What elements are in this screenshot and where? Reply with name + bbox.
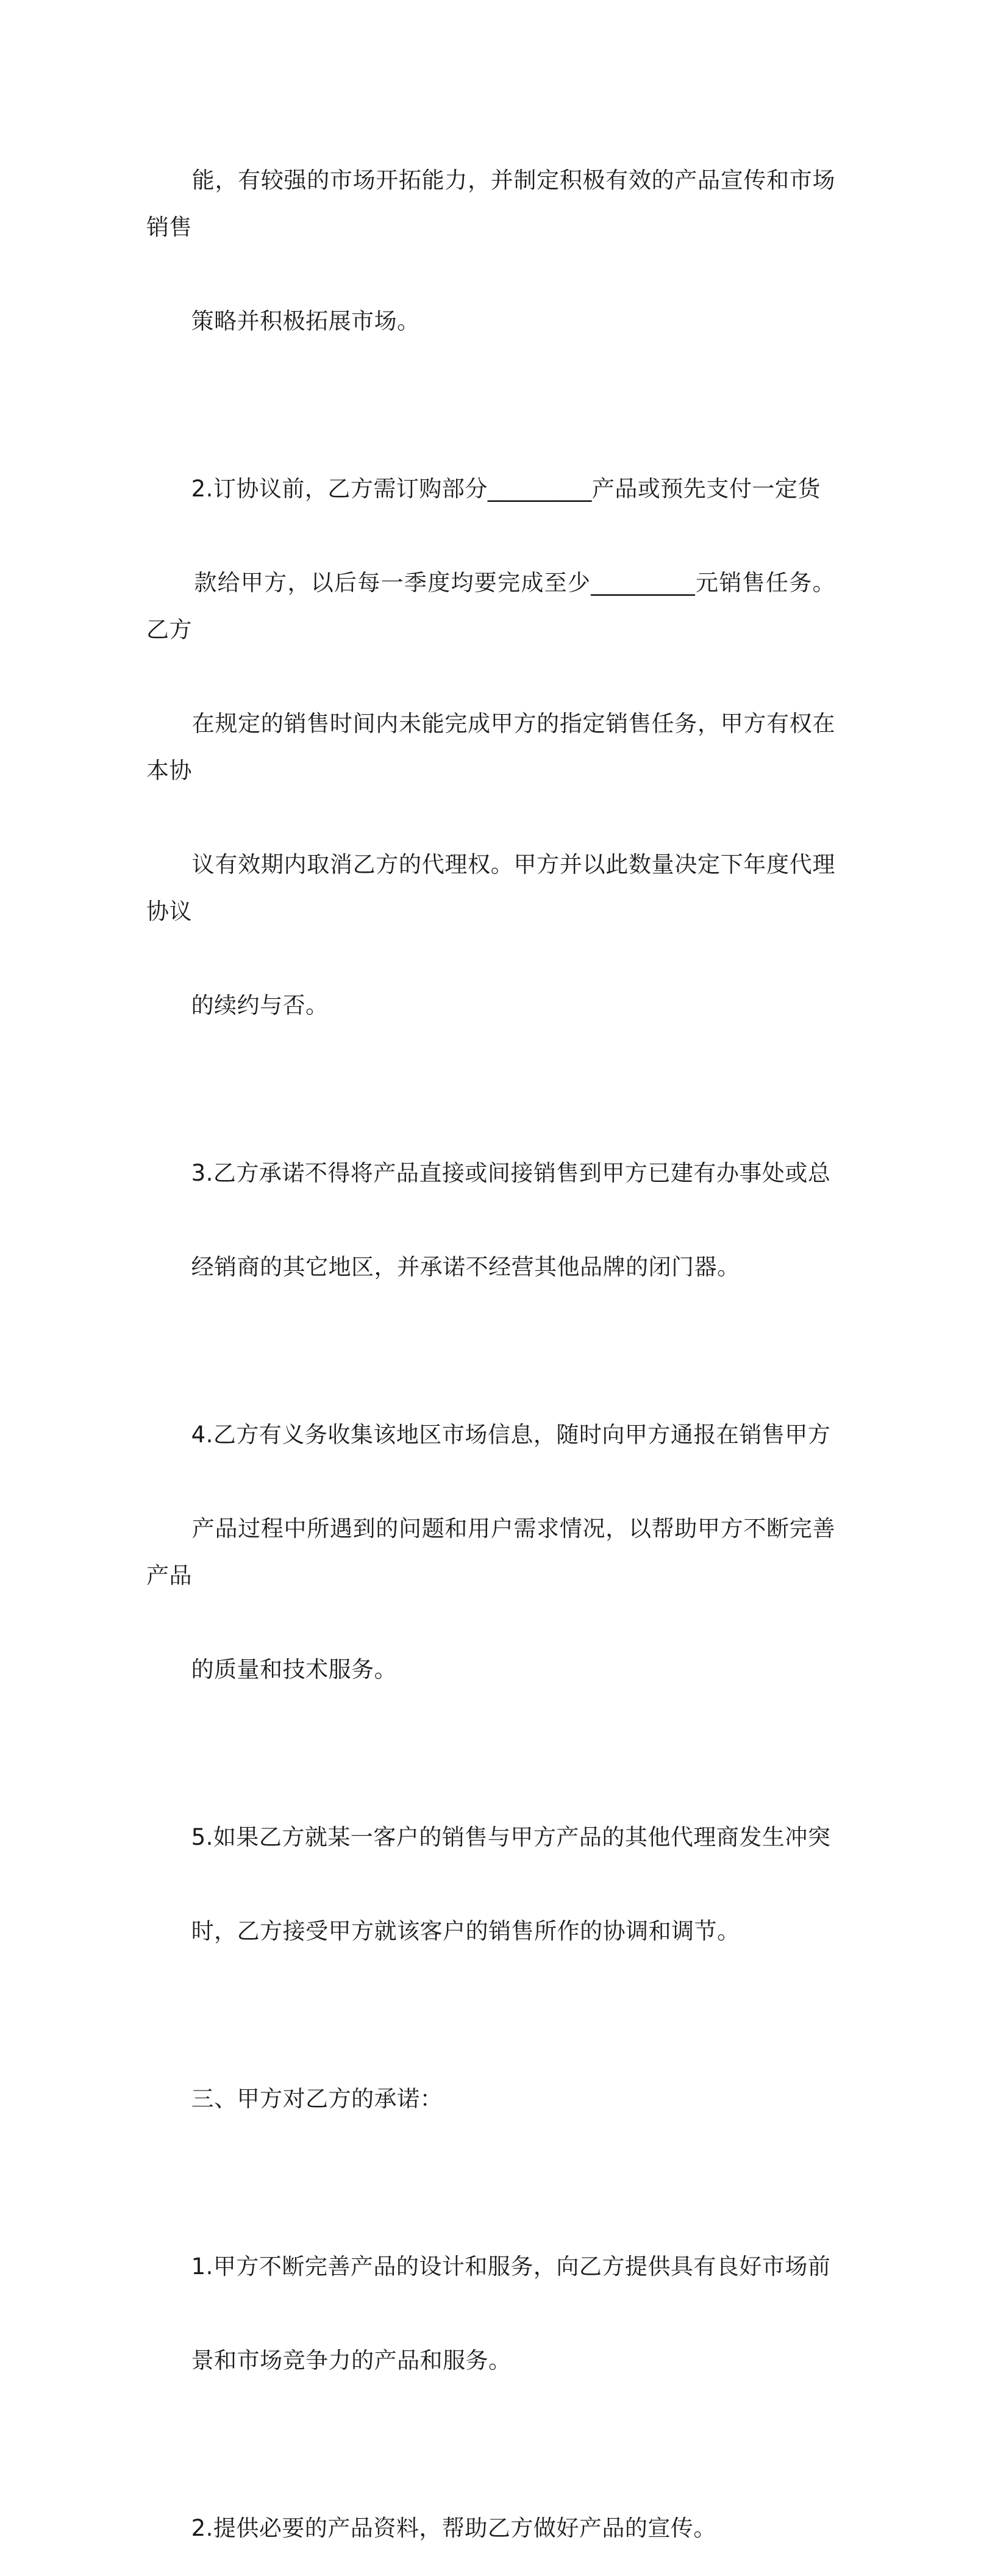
paragraph-commitment-2-materials xyxy=(146,2458,835,2576)
paragraph-line: 1.甲方不断完善产品的设计和服务，向乙方提供具有良好市场前 xyxy=(191,2253,831,2280)
paragraph-line: 在规定的销售时间内未能完成甲方的指定销售任务，甲方有权在本协 xyxy=(146,710,836,784)
paragraph-line: 经销商的其它地区，并承诺不经营其他品牌的闭门器。 xyxy=(191,1254,740,1280)
section-heading-party-a-commitments xyxy=(146,2028,835,2169)
paragraph-commitment-1-products xyxy=(146,2196,835,2431)
paragraph-line: 策略并积极拓展市场。 xyxy=(191,308,420,334)
paragraph-line: 议有效期内取消乙方的代理权。甲方并以此数量决定下年度代理协议 xyxy=(146,851,836,925)
paragraph-line: 的质量和技术服务。 xyxy=(191,1656,398,1683)
paragraph-line: 能，有较强的市场开拓能力，并制定积极有效的产品宣传和市场销售 xyxy=(146,167,836,240)
paragraph-line: 的续约与否。 xyxy=(191,992,329,1018)
paragraph-line: 3.乙方承诺不得将产品直接或间接销售到甲方已建有办事处或总 xyxy=(191,1160,831,1186)
paragraph-clause-5-conflict xyxy=(146,1767,835,2002)
paragraph-line: 产品过程中所遇到的问题和用户需求情况，以帮助甲方不断完善产品 xyxy=(146,1515,836,1589)
paragraph-line: 景和市场竞争力的产品和服务。 xyxy=(191,2347,512,2374)
paragraph-line: 5.如果乙方就某一客户的销售与甲方产品的其他代理商发生冲突 xyxy=(191,1824,831,1850)
paragraph-line: 4.乙方有义务收集该地区市场信息，随时向甲方通报在销售甲方 xyxy=(191,1422,831,1448)
paragraph-line: 时，乙方接受甲方就该客户的销售所作的协调和调节。 xyxy=(191,1918,740,1944)
heading-line: 三、甲方对乙方的承诺： xyxy=(191,2086,443,2112)
paragraph-line: 款给甲方，以后每一季度均要完成至少_________元销售任务。乙方 xyxy=(146,570,835,643)
paragraph-line: 2.订协议前，乙方需订购部分_________产品或预先支付一定货 xyxy=(191,476,821,502)
paragraph-marketing-capability xyxy=(146,110,835,392)
paragraph-line: 2.提供必要的产品资料，帮助乙方做好产品的宣传。 xyxy=(191,2515,716,2541)
paragraph-clause-3-territory xyxy=(146,1103,835,1337)
document-body xyxy=(146,110,835,2576)
paragraph-clause-2-sales-target xyxy=(146,418,835,1076)
paragraph-clause-4-market-info xyxy=(146,1364,835,1740)
